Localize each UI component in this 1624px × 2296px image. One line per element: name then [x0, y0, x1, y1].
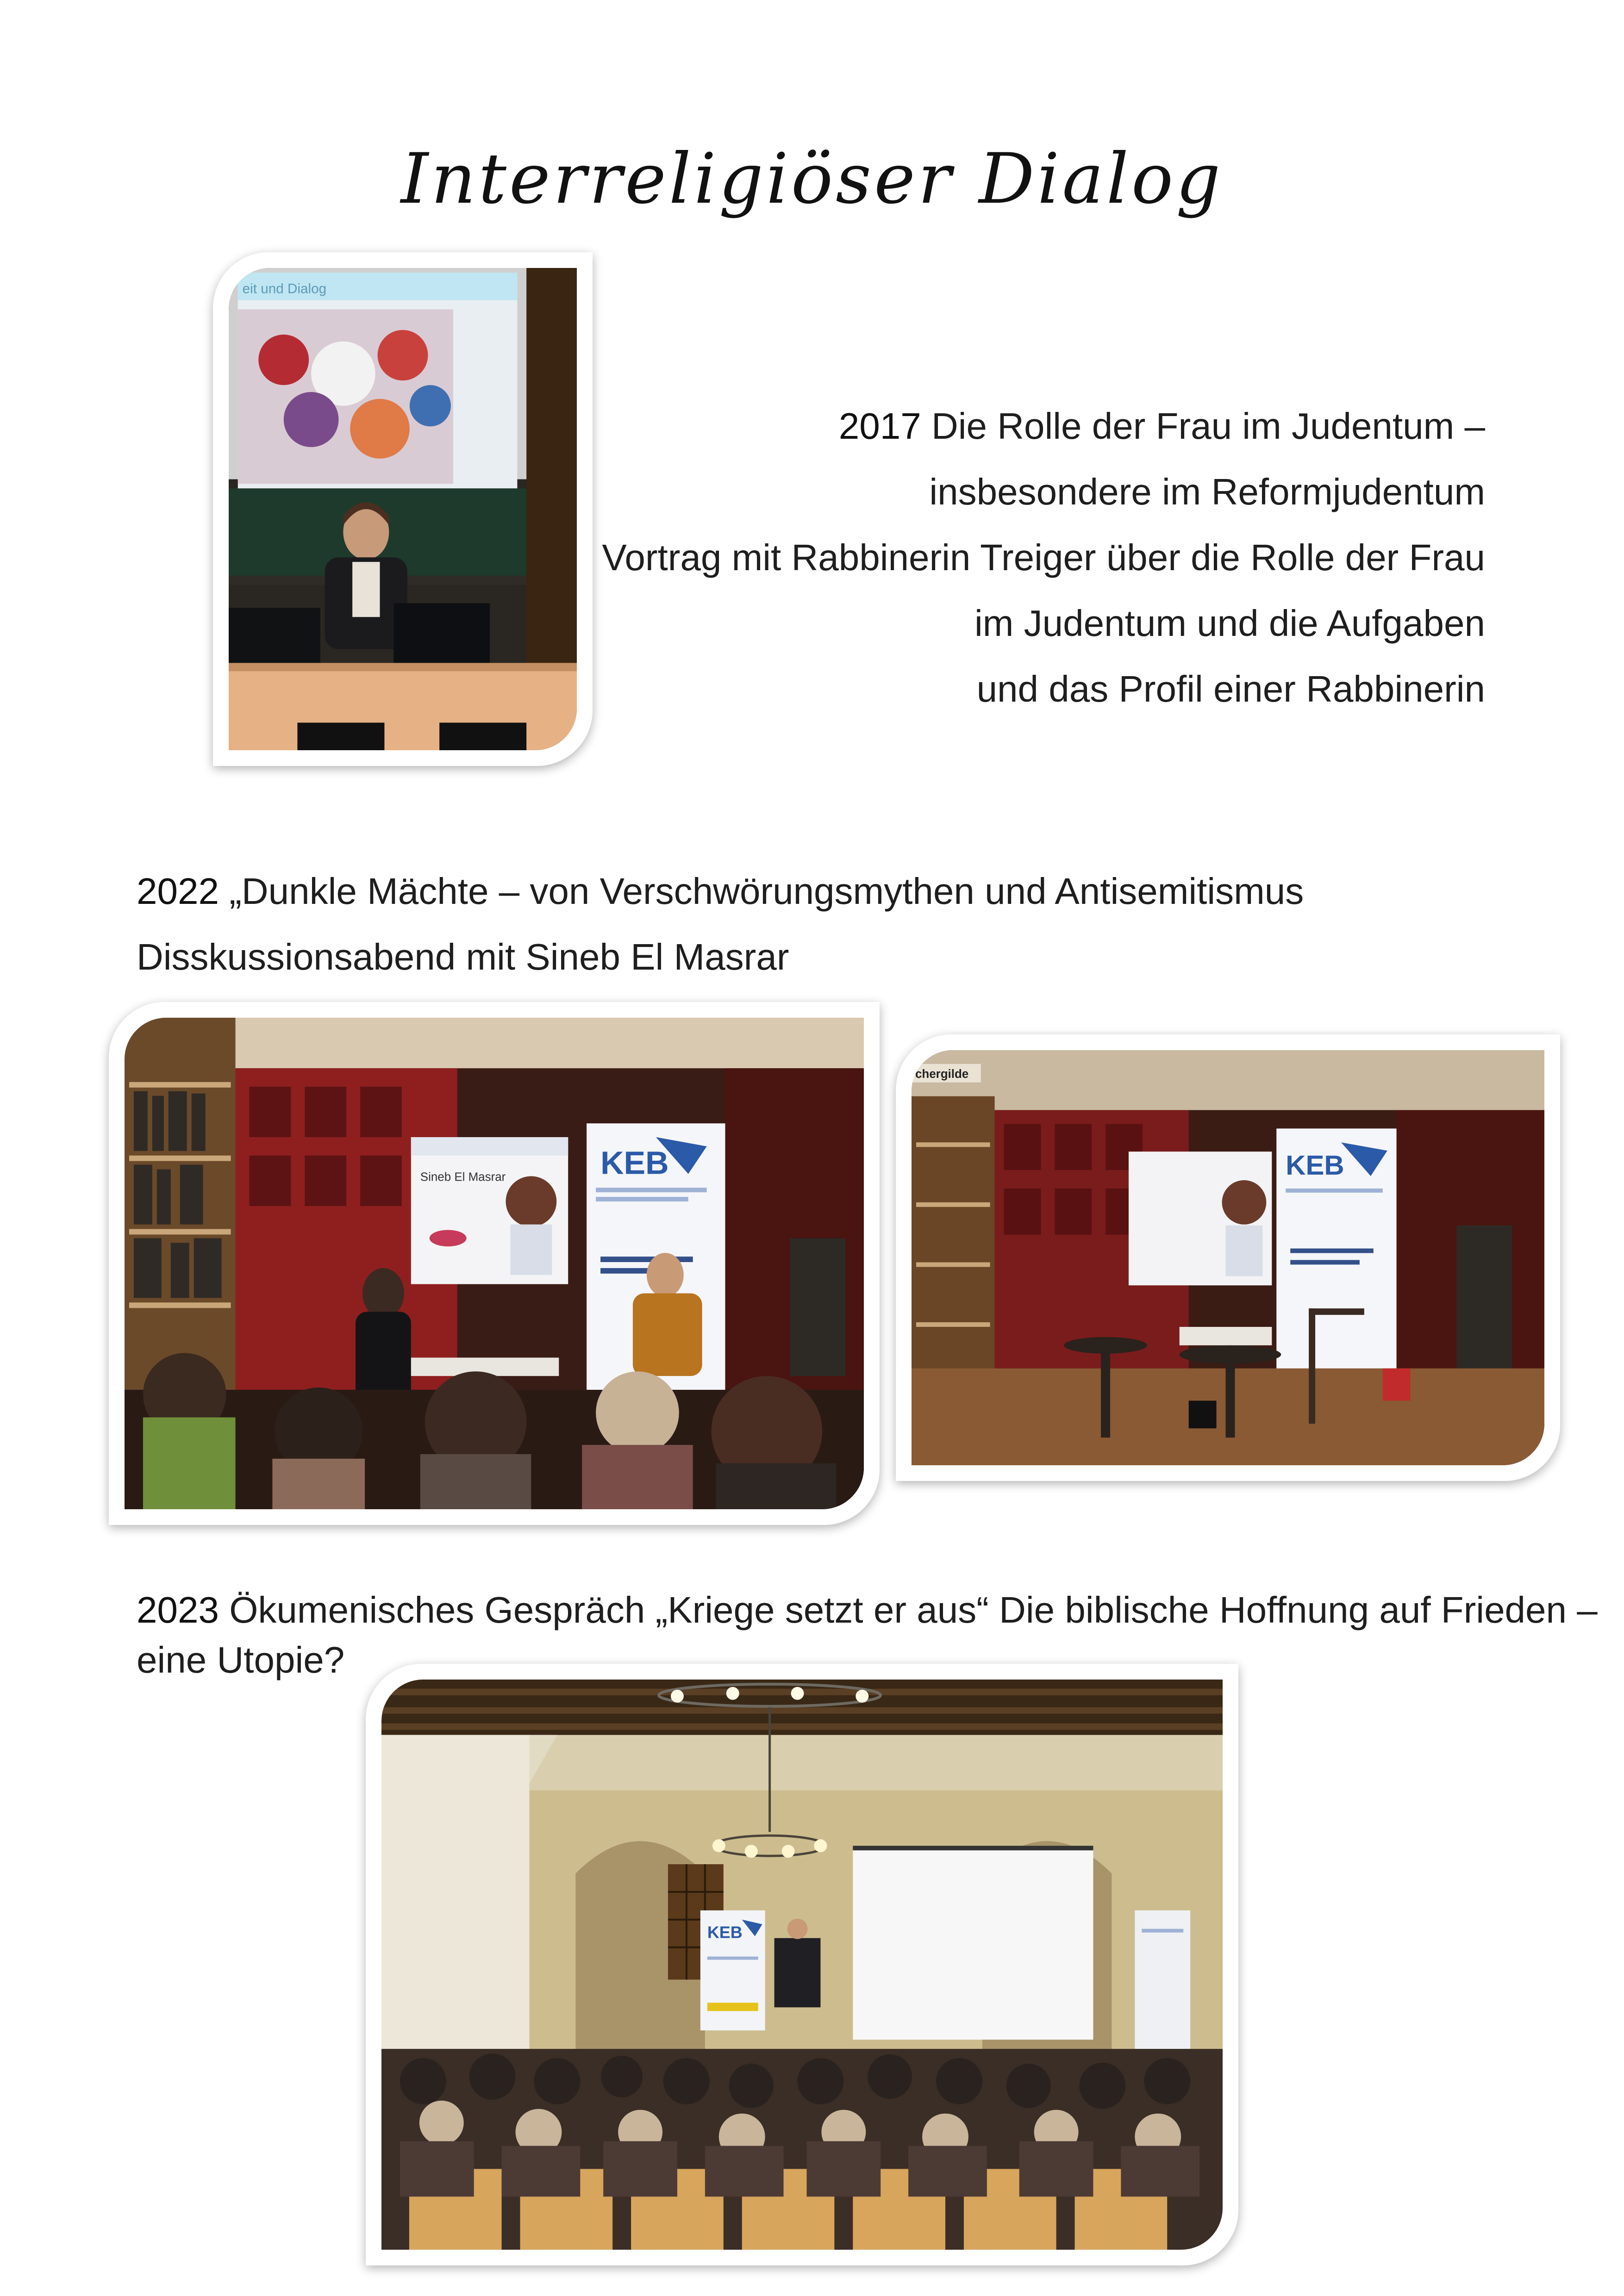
photo-2022-discussion-audience: [109, 1002, 880, 1525]
section-2022-line-2: Disskussionsabend mit Sineb El Masrar: [137, 936, 789, 977]
keb-banner-logo: KEB: [600, 1145, 669, 1181]
section-2022-line-1: 2022 „Dunkle Mächte – von Verschwörungsmythen und Antisemitismus: [137, 871, 1304, 912]
section-2017-line-2: insbesondere im Reformjudentum: [929, 471, 1485, 512]
section-2022-text: [137, 859, 1525, 990]
section-2017-line-3: Vortrag mit Rabbinerin Treiger über die Rolle der Frau: [602, 537, 1485, 578]
section-2017-line-1: 2017 Die Rolle der Frau im Judentum –: [838, 405, 1485, 447]
section-2017-text: [513, 393, 1485, 722]
page-title: Interreligiöser Dialog: [400, 139, 1224, 219]
talk-photo-image: [381, 1680, 1223, 2250]
section-2023-line-1: 2023 Ökumenisches Gespräch „Kriege setzt er aus“ Die biblische Hoffnung auf Frieden –: [137, 1589, 1598, 1630]
year-2017: 2017: [838, 405, 921, 447]
photo-2022-stage: [896, 1034, 1560, 1481]
keb-banner-logo-3: KEB: [707, 1923, 743, 1942]
section-2017-line-4: im Judentum und die Aufgaben: [974, 603, 1485, 644]
photo-2023-talk: [366, 1664, 1238, 2265]
year-2023: 2023: [137, 1589, 219, 1630]
slide-caption: eit und Dialog: [242, 281, 327, 297]
section-2023-line-2: eine Utopie?: [137, 1639, 345, 1680]
discussion-photo-image: [125, 1018, 864, 1509]
store-sign: chergilde: [915, 1067, 969, 1081]
keb-banner-logo-2: KEB: [1286, 1150, 1344, 1181]
section-2017-line-5: und das Profil einer Rabbinerin: [976, 668, 1485, 709]
stage-photo-image: [912, 1050, 1544, 1465]
year-2022: 2022: [137, 871, 219, 912]
screen-speaker-name: Sineb El Masrar: [420, 1170, 506, 1184]
